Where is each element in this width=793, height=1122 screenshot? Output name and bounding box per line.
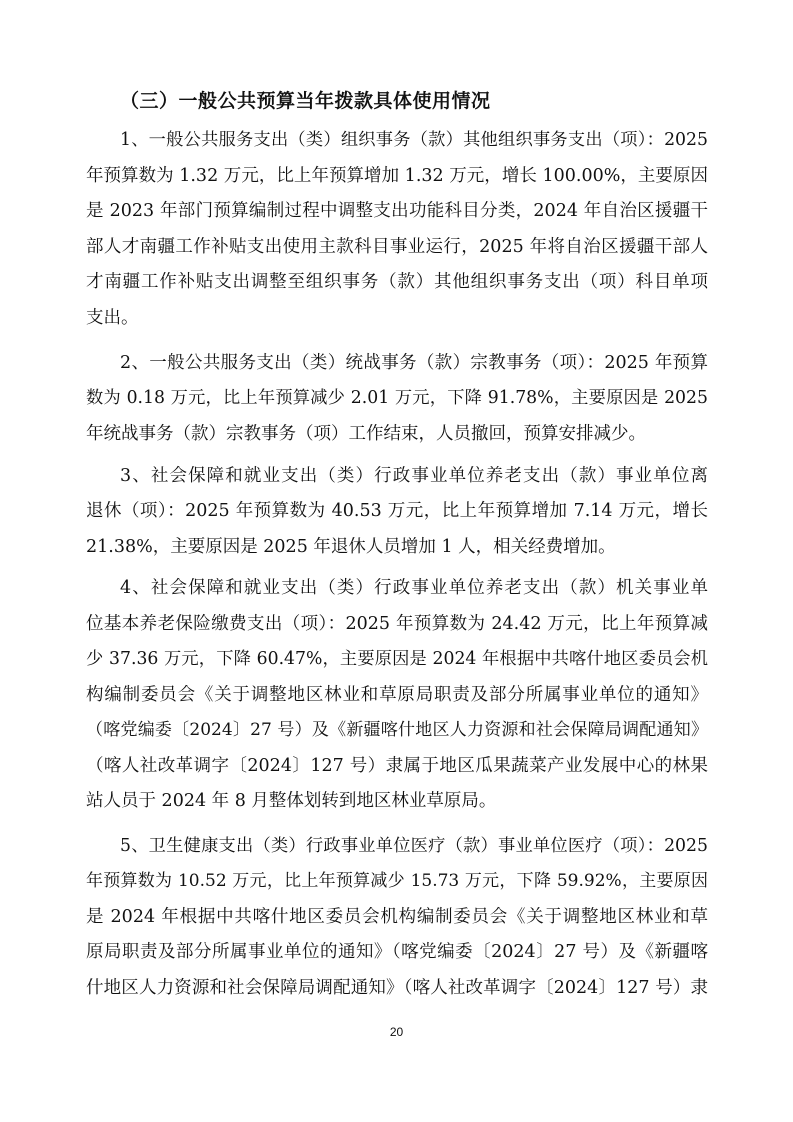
paragraph-1-line: 年预算数为 1.32 万元，比上年预算增加 1.32 万元，增长 100.00%，主要原因: [86, 166, 708, 186]
paragraph-5-line: 什地区人力资源和社会保障局调配通知》（喀人社改革调字〔2024〕127 号）隶: [86, 978, 708, 998]
paragraph-1-line: 部人才南疆工作补贴支出使用主款科目事业运行，2025 年将自治区援疆干部人: [86, 237, 708, 257]
paragraph-4-line: 构编制委员会《关于调整地区林业和草原局职责及部分所属事业单位的通知》: [86, 685, 708, 705]
paragraph-5-line: 原局职责及部分所属事业单位的通知》（喀党编委〔2024〕27 号）及《新疆喀: [86, 942, 708, 962]
paragraph-4-line: 位基本养老保险缴费支出（项）：2025 年预算数为 24.42 万元，比上年预算减: [86, 614, 708, 634]
paragraph-2-line: 2、一般公共服务支出（类）统战事务（款）宗教事务（项）：2025 年预算: [120, 353, 708, 373]
paragraph-3-line: 3、社会保障和就业支出（类）行政事业单位养老支出（款）事业单位离: [120, 466, 708, 486]
paragraph-2-line: 年统战事务（款）宗教事务（项）工作结束，人员撤回，预算安排减少。: [86, 424, 646, 444]
paragraph-5-line: 年预算数为 10.52 万元，比上年预算减少 15.73 万元，下降 59.92%，主要原因: [86, 871, 708, 891]
paragraph-4-line: 站人员于 2024 年 8 月整体划转到地区林业草原局。: [86, 791, 497, 811]
section-heading: （三）一般公共预算当年拨款具体使用情况: [120, 90, 491, 112]
paragraph-3-line: 21.38%，主要原因是 2025 年退休人员增加 1 人，相关经费增加。: [86, 537, 616, 557]
paragraph-1-line: 才南疆工作补贴支出调整至组织事务（款）其他组织事务支出（项）科目单项: [86, 272, 708, 292]
paragraph-1-line: 是 2023 年部门预算编制过程中调整支出功能科目分类，2024 年自治区援疆干: [86, 201, 708, 221]
paragraph-5-line: 是 2024 年根据中共喀什地区委员会机构编制委员会《关于调整地区林业和草: [86, 907, 708, 927]
paragraph-4-line: 4、社会保障和就业支出（类）行政事业单位养老支出（款）机关事业单: [120, 578, 708, 598]
paragraph-3-line: 退休（项）：2025 年预算数为 40.53 万元，比上年预算增加 7.14 万元，增长: [86, 501, 708, 521]
paragraph-5-line: 5、卫生健康支出（类）行政事业单位医疗（款）事业单位医疗（项）：2025: [120, 836, 708, 856]
paragraph-4-line: （喀党编委〔2024〕27 号）及《新疆喀什地区人力资源和社会保障局调配通知》: [86, 720, 708, 740]
paragraph-4-line: 少 37.36 万元，下降 60.47%，主要原因是 2024 年根据中共喀什地区委员会机: [86, 649, 708, 669]
paragraph-1-line: 支出。: [86, 308, 139, 328]
page-number: 20: [389, 1025, 404, 1039]
paragraph-4-line: （喀人社改革调字〔2024〕127 号）隶属于地区瓜果蔬菜产业发展中心的林果: [86, 756, 708, 776]
paragraph-2-line: 数为 0.18 万元，比上年预算减少 2.01 万元，下降 91.78%，主要原因是 2025: [86, 388, 708, 408]
paragraph-1-line: 1、一般公共服务支出（类）组织事务（款）其他组织事务支出（项）：2025: [120, 130, 708, 150]
